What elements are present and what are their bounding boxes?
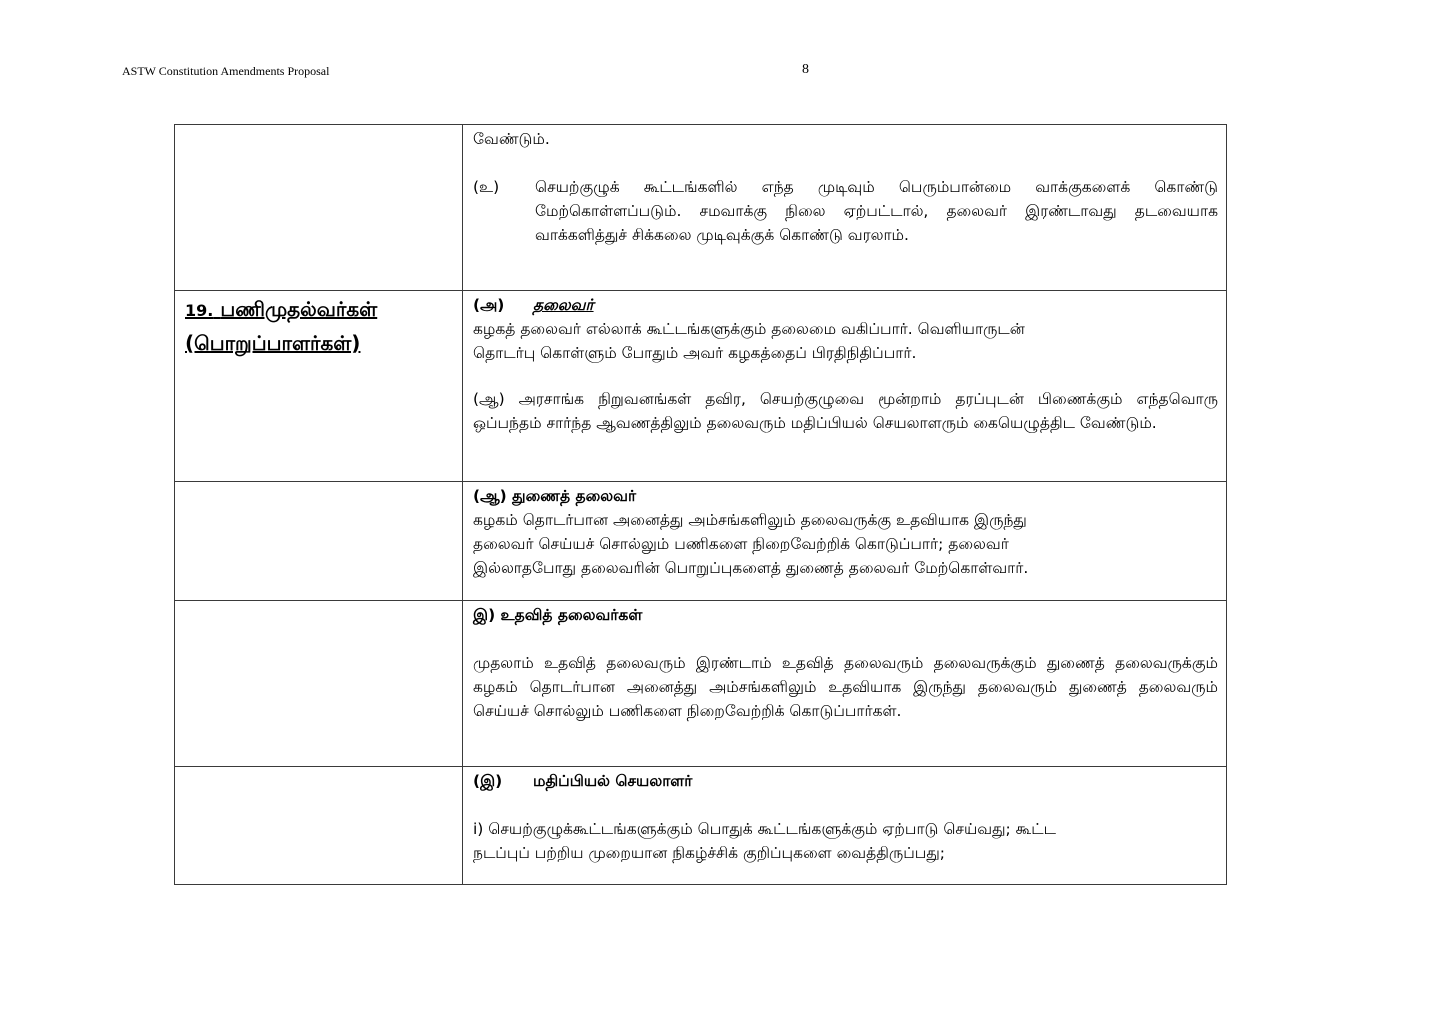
amendments-table bbox=[174, 124, 1227, 885]
paragraph-line: தொடர்பு கொள்ளும் போதும் அவர் கழகத்தைப் பிரதிநிதிப்பார். bbox=[473, 344, 917, 362]
table-row bbox=[175, 291, 1227, 482]
right-cell bbox=[463, 601, 1227, 767]
item-text: செயற்குழுக் கூட்டங்களில் எந்த முடிவும் பெரும்பான்மை வாக்குகளைக் கொண்டு மேற்கொள்ளப்படும். சமவாக்கு நிலை ஏற்பட்டால், தலைவர் இரண்டாவது தடவையாக வாக்களித்துச் சிக்கலை முடிவுக்குக் கொண்டு வரலாம். bbox=[535, 178, 1218, 244]
subsection-heading: இ) உதவித் தலைவர்கள் bbox=[473, 606, 643, 624]
table-row bbox=[175, 601, 1227, 767]
section-heading-cell bbox=[175, 291, 463, 482]
left-cell-empty bbox=[175, 482, 463, 601]
left-cell-empty bbox=[175, 767, 463, 885]
subsection-title: மதிப்பியல் செயலாளர் bbox=[533, 772, 693, 790]
paragraph: முதலாம் உதவித் தலைவரும் இரண்டாம் உதவித் தலைவரும் தலைவருக்கும் துணைத் தலைவருக்கும் கழகம் தொடர்பான அனைத்து அம்சங்களிலும் உதவியாக இருந்து தலைவரும் துணைத் தலைவரும் செய்யச் சொல்லும் பணிகளை நிறைவேற்றிக் கொடுப்பார்கள். bbox=[473, 654, 1218, 720]
paragraph-line: நடப்புப் பற்றிய முறையான நிகழ்ச்சிக் குறிப்புகளை வைத்திருப்பது; bbox=[473, 844, 945, 862]
paragraph-line: இல்லாதபோது தலைவரின் பொறுப்புகளைத் துணைத் தலைவர் மேற்கொள்வார். bbox=[473, 559, 1029, 577]
table-row bbox=[175, 482, 1227, 601]
subsection-heading: (ஆ) துணைத் தலைவர் bbox=[473, 487, 637, 505]
item-marker: (உ) bbox=[473, 178, 500, 196]
section-title-line2: (பொறுப்பாளர்கள்) bbox=[185, 331, 361, 355]
page-number: 8 bbox=[802, 62, 809, 77]
left-cell-empty bbox=[175, 601, 463, 767]
section-heading bbox=[175, 291, 462, 359]
right-cell bbox=[463, 291, 1227, 482]
right-cell bbox=[463, 125, 1227, 291]
paragraph-line: கழகம் தொடர்பான அனைத்து அம்சங்களிலும் தலைவருக்கு உதவியாக இருந்து bbox=[473, 511, 1027, 529]
subsection-title: தலைவர் bbox=[533, 296, 594, 314]
document-title: ASTW Constitution Amendments Proposal bbox=[122, 64, 330, 78]
right-cell bbox=[463, 482, 1227, 601]
subsection-marker: (அ) bbox=[473, 296, 505, 314]
subsection-heading bbox=[473, 769, 1218, 793]
section-number: 19. bbox=[185, 301, 214, 320]
table-row bbox=[175, 767, 1227, 885]
left-cell-empty bbox=[175, 125, 463, 291]
right-cell bbox=[463, 767, 1227, 885]
paragraph-line: கழகத் தலைவர் எல்லாக் கூட்டங்களுக்கும் தலைமை வகிப்பார். வெளியாருடன் bbox=[473, 320, 1025, 338]
table-row bbox=[175, 125, 1227, 291]
paragraph: (ஆ) அரசாங்க நிறுவனங்கள் தவிர, செயற்குழுவை மூன்றாம் தரப்புடன் பிணைக்கும் எந்தவொரு ஒப்பந்தம் சார்ந்த ஆவணத்திலும் தலைவரும் மதிப்பியல் செயலாளரும் கையெழுத்திட வேண்டும். bbox=[473, 390, 1218, 432]
subsection-marker: (இ) bbox=[473, 772, 503, 790]
list-item bbox=[473, 175, 1218, 247]
subsection-heading bbox=[473, 293, 1218, 317]
continuation-text: வேண்டும். bbox=[473, 130, 550, 148]
paragraph-line: தலைவர் செய்யச் சொல்லும் பணிகளை நிறைவேற்றிக் கொடுப்பார்; தலைவர் bbox=[473, 535, 1009, 553]
paragraph-line: i) செயற்குழுக்கூட்டங்களுக்கும் பொதுக் கூட்டங்களுக்கும் ஏற்பாடு செய்வது; கூட்ட bbox=[473, 820, 1056, 838]
section-title-line1: பணிமுதல்வர்கள் bbox=[220, 297, 378, 321]
